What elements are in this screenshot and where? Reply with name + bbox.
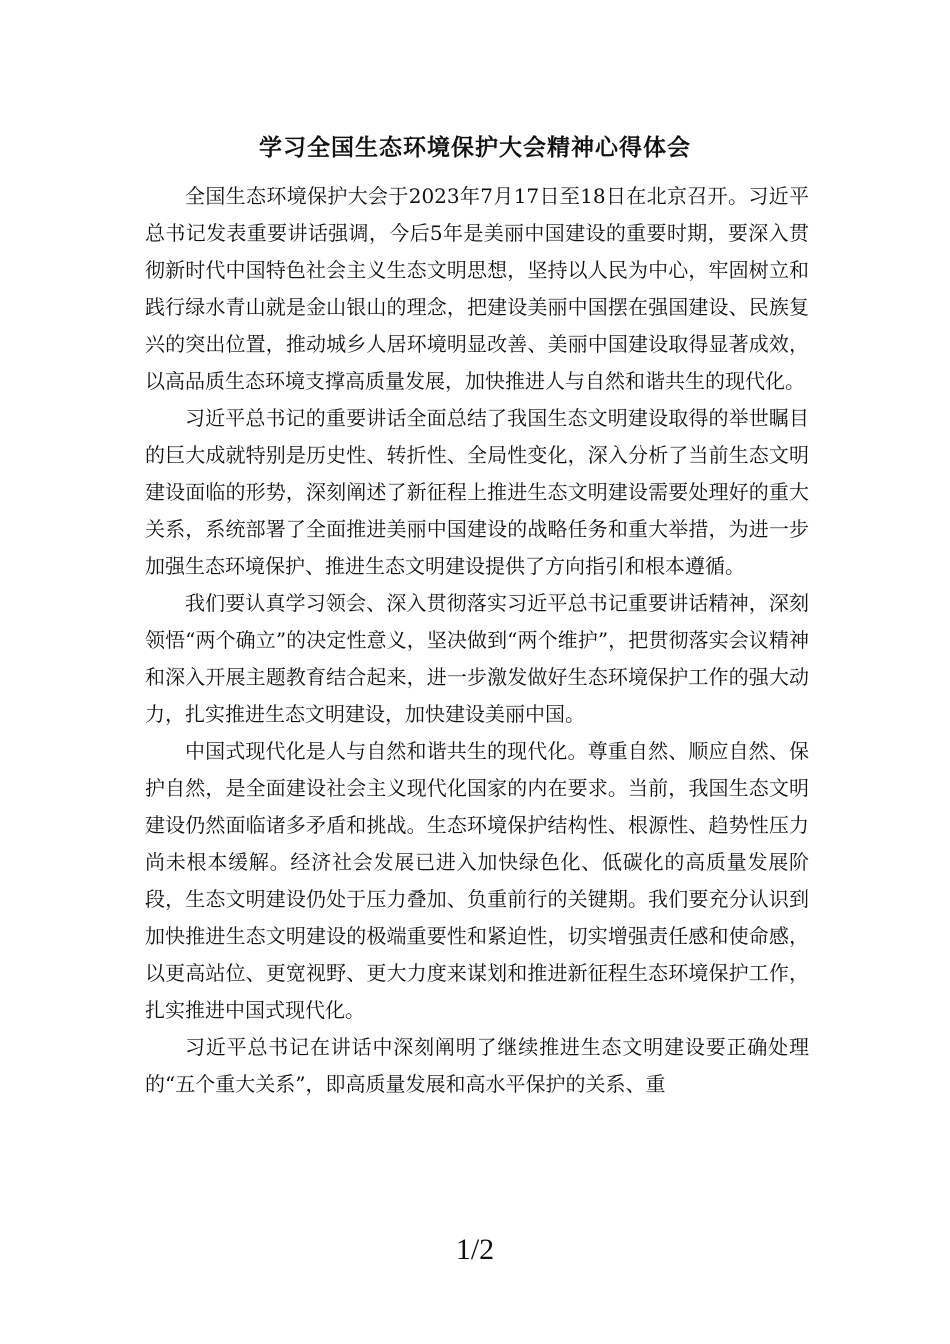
document-title: 学习全国生态环境保护大会精神心得体会 xyxy=(259,134,691,161)
paragraph-5: 习近平总书记在讲话中深刻阐明了继续推进生态文明建设要正确处理的“五个重大关系”，即高质量发展和高水平保护的关系、重 xyxy=(145,1035,809,1096)
document-body xyxy=(145,178,809,1103)
paragraph-3: 我们要认真学习领会、深入贯彻落实习近平总书记重要讲话精神，深刻领悟“两个确立”的决定性意义，坚决做到“两个维护”，把贯彻落实会议精神和深入开展主题教育结合起来，进一步激发做好生态环境保护工作的强大动力，扎实推进生态文明建设，加快建设美丽中国。 xyxy=(145,591,809,726)
paragraph-4: 中国式现代化是人与自然和谐共生的现代化。尊重自然、顺应自然、保护自然，是全面建设社会主义现代化国家的内在要求。当前，我国生态文明建设仍然面临诸多矛盾和挑战。生态环境保护结构性、根源性、趋势性压力尚未根本缓解。经济社会发展已进入加快绿色化、低碳化的高质量发展阶段，生态文明建设仍处于压力叠加、负重前行的关键期。我们要充分认识到加快推进生态文明建设的极端重要性和紧迫性，切实增强责任感和使命感，以更高站位、更宽视野、更大力度来谋划和推进新征程生态环境保护工作，扎实推进中国式现代化。 xyxy=(145,739,809,1022)
paragraph-1: 全国生态环境保护大会于2023年7月17日至18日在北京召开。习近平总书记发表重要讲话强调，今后5年是美丽中国建设的重要时期，要深入贯彻新时代中国特色社会主义生态文明思想，坚持以人民为中心，牢固树立和践行绿水青山就是金山银山的理念，把建设美丽中国摆在强国建设、民族复兴的突出位置，推动城乡人居环境明显改善、美丽中国建设取得显著成效，以高品质生态环境支撑高质量发展，加快推进人与自然和谐共生的现代化。 xyxy=(145,184,809,393)
page-number: 1/2 xyxy=(455,1233,495,1266)
paragraph-2: 习近平总书记的重要讲话全面总结了我国生态文明建设取得的举世瞩目的巨大成就特别是历史性、转折性、全局性变化，深入分析了当前生态文明建设面临的形势，深刻阐述了新征程上推进生态文明建设需要处理好的重大关系，系统部署了全面推进美丽中国建设的战略任务和重大举措，为进一步加强生态环境保护、推进生态文明建设提供了方向指引和根本遵循。 xyxy=(145,406,809,578)
